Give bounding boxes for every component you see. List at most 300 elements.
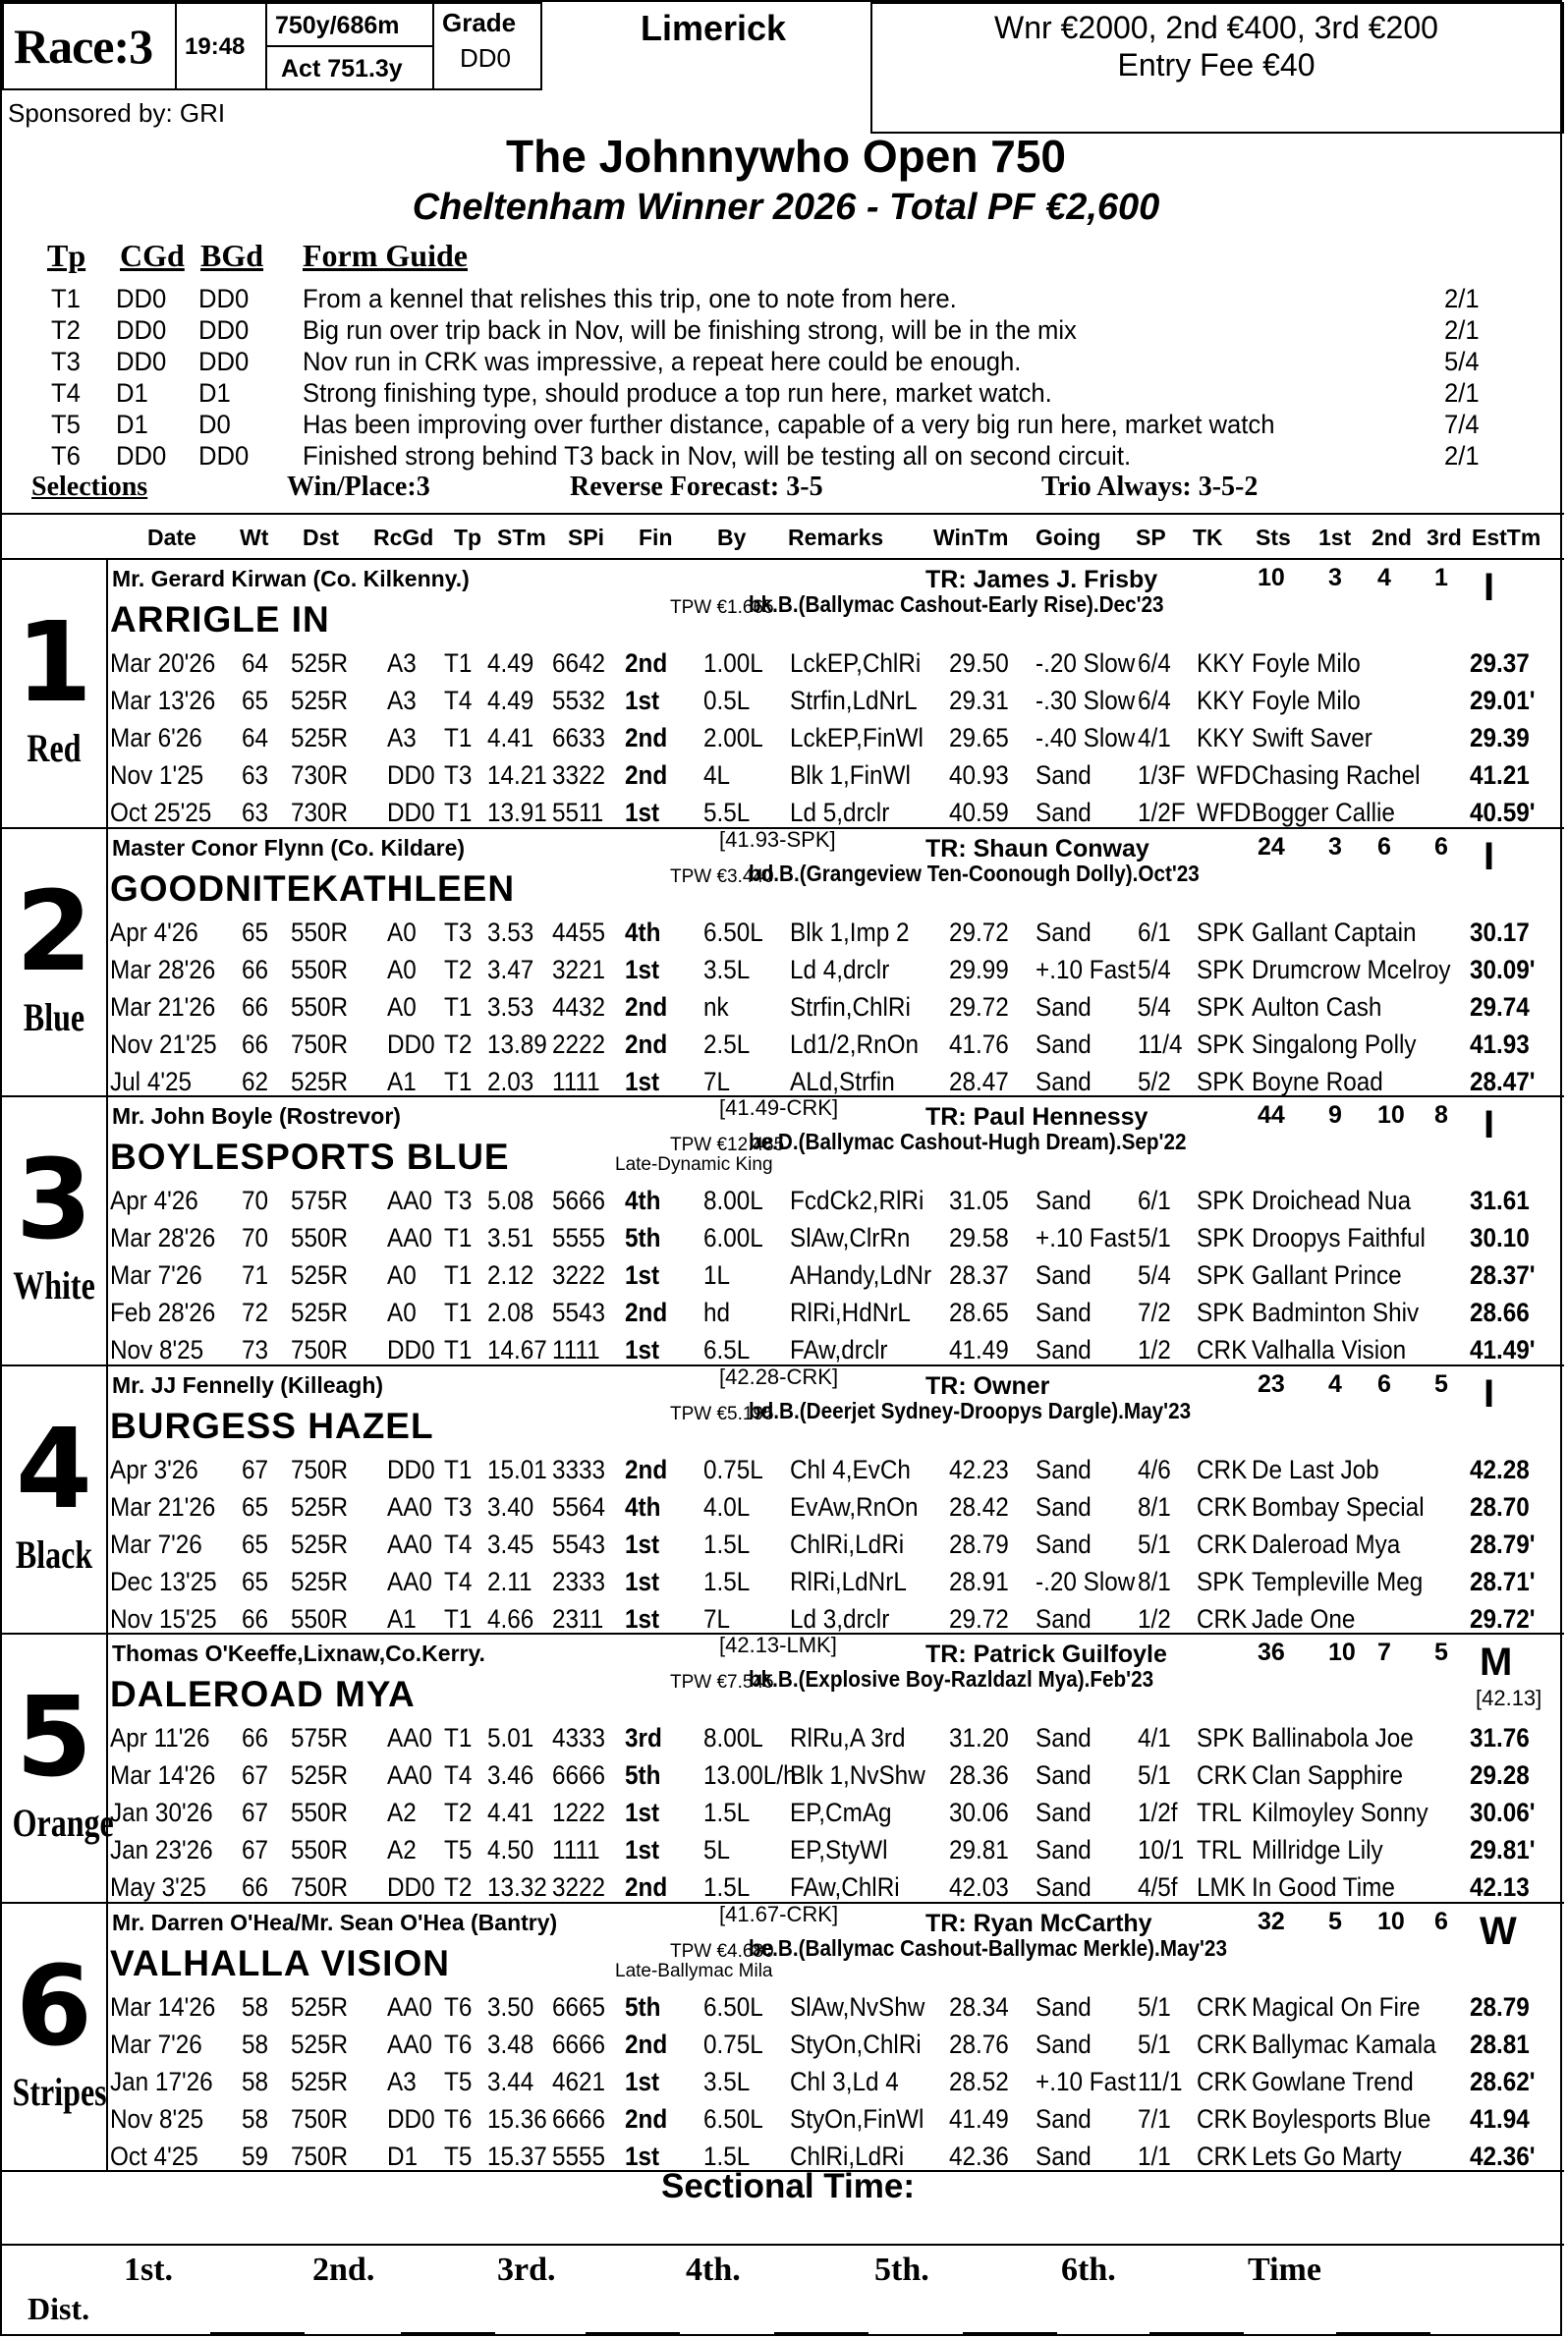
form-tk: SPK: [1197, 1566, 1245, 1596]
form-wintm: 29.81: [949, 1835, 1009, 1865]
form-tp: T4: [444, 1760, 473, 1790]
position-label: 6th.: [1061, 2252, 1116, 2288]
form-going: Sand: [1036, 1454, 1092, 1484]
form-spi: 5555: [552, 1223, 606, 1252]
form-est: 40.59': [1470, 798, 1536, 827]
form-dst: 525R: [291, 2066, 349, 2096]
form-wintm: 29.72: [949, 991, 1009, 1022]
form-dst: 550R: [291, 1835, 349, 1865]
fg-best-grade: DD0: [198, 347, 250, 376]
form-winner: Gowlane Trend: [1252, 2066, 1414, 2096]
form-wintm: 29.50: [949, 648, 1009, 678]
form-winner: Droichead Nua: [1252, 1186, 1412, 1215]
venue: Limerick: [641, 8, 787, 48]
form-winner: Daleroad Mya: [1252, 1529, 1401, 1559]
fg-header-cgd: CGd: [120, 238, 185, 273]
form-wintm: 42.36: [949, 2141, 1009, 2171]
column-header-dst: Dst: [303, 525, 340, 550]
form-by: 6.00L: [703, 1223, 763, 1252]
form-fin: 1st: [625, 1335, 660, 1364]
form-sp: 1/2F: [1138, 798, 1186, 827]
form-est: 28.71': [1470, 1566, 1536, 1596]
form-tk: CRK: [1197, 1760, 1248, 1790]
form-sp: 5/1: [1138, 1223, 1171, 1252]
form-tk: SPK: [1197, 1723, 1245, 1753]
form-dst: 525R: [291, 2029, 349, 2059]
column-header-remarks: Remarks: [788, 525, 884, 550]
form-wt: 66: [242, 954, 269, 984]
race-title: The Johnnywho Open 750: [506, 131, 1066, 182]
form-wintm: 29.72: [949, 917, 1009, 947]
starts-count: 36: [1258, 1639, 1285, 1666]
form-wt: 67: [242, 1454, 269, 1484]
form-winner: Singalong Polly: [1252, 1029, 1417, 1059]
form-winner: Millridge Lily: [1252, 1835, 1383, 1865]
form-dst: 525R: [291, 1529, 349, 1559]
form-by: 7L: [703, 1066, 731, 1096]
form-stm: 3.40: [487, 1491, 534, 1522]
form-wintm: 31.20: [949, 1723, 1009, 1753]
form-wt: 66: [242, 1029, 269, 1059]
form-rcgd: A3: [387, 686, 417, 715]
form-dst: 750R: [291, 1872, 349, 1902]
form-fin: 1st: [625, 2141, 660, 2171]
prize-box: [870, 2, 1564, 134]
dog-name: VALHALLA VISION: [110, 1942, 450, 1983]
form-spi: 1111: [552, 1066, 600, 1096]
form-fin: 2nd: [625, 760, 668, 790]
form-by: 1.5L: [703, 2141, 751, 2171]
form-wt: 65: [242, 1529, 269, 1559]
form-stm: 2.11: [487, 1566, 532, 1596]
form-est: 29.28: [1470, 1760, 1530, 1790]
form-going: Sand: [1036, 1723, 1092, 1753]
form-dst: 550R: [291, 917, 349, 947]
form-date: Apr 4'26: [110, 917, 198, 947]
form-tp: T3: [444, 760, 473, 790]
form-dst: 525R: [291, 648, 349, 678]
form-dst: 525R: [291, 1760, 349, 1790]
form-tp: T1: [444, 1335, 473, 1364]
form-tk: KKY: [1197, 723, 1245, 752]
form-date: Mar 14'26: [110, 1991, 216, 2022]
column-header-spi: SPi: [568, 525, 605, 550]
write-in-line[interactable]: [1149, 2332, 1244, 2334]
form-dst: 525R: [291, 1491, 349, 1522]
form-going: Sand: [1036, 1603, 1092, 1634]
form-date: Oct 25'25: [110, 798, 212, 827]
form-date: Nov 15'25: [110, 1603, 217, 1634]
form-rcgd: DD0: [387, 760, 435, 790]
owner-name: Mr. Darren O'Hea/Mr. Sean O'Hea (Bantry): [112, 1909, 558, 1935]
form-spi: 2222: [552, 1029, 606, 1059]
divider: [2, 558, 1564, 560]
form-wt: 63: [242, 798, 269, 827]
form-wt: 66: [242, 991, 269, 1022]
form-by: 4L: [703, 760, 731, 790]
form-going: -.20 Slow: [1036, 648, 1136, 678]
form-wt: 67: [242, 1835, 269, 1865]
form-date: Jan 23'26: [110, 1835, 213, 1865]
form-winner: Clan Sapphire: [1252, 1760, 1404, 1790]
form-rem: Strfin,LdNrL: [790, 686, 918, 715]
form-by: 3.5L: [703, 954, 751, 984]
write-in-line[interactable]: [963, 2332, 1057, 2334]
form-rem: Chl 4,EvCh: [790, 1454, 911, 1484]
form-going: Sand: [1036, 1529, 1092, 1559]
form-dst: 525R: [291, 1298, 349, 1327]
form-wt: 58: [242, 1991, 269, 2022]
wins-count: 10: [1328, 1639, 1356, 1666]
form-wintm: 40.93: [949, 760, 1009, 790]
form-sp: 6/4: [1138, 686, 1171, 715]
form-winner: Droopys Faithful: [1252, 1223, 1426, 1252]
form-dst: 525R: [291, 1566, 349, 1596]
form-fin: 1st: [625, 1603, 660, 1634]
write-in-line[interactable]: [210, 2332, 305, 2334]
form-spi: 6666: [552, 1760, 606, 1790]
fg-trap: T4: [51, 378, 81, 408]
form-rem: SlAw,ClrRn: [790, 1223, 911, 1252]
fg-current-grade: DD0: [116, 284, 167, 313]
form-tk: LMK: [1197, 1872, 1246, 1902]
form-winner: De Last Job: [1252, 1454, 1379, 1484]
thirds-count: 1: [1434, 564, 1448, 591]
starts-count: 32: [1258, 1907, 1285, 1935]
last-race-time: [41.67-CRK]: [719, 1901, 839, 1926]
dog-name: BOYLESPORTS BLUE: [110, 1137, 510, 1177]
form-going: Sand: [1036, 2103, 1092, 2134]
form-winner: Lets Go Marty: [1252, 2141, 1402, 2171]
breeding: bk.B.(Explosive Boy-Razldazl Mya).Feb'23: [749, 1666, 1154, 1692]
write-in-line[interactable]: [586, 2332, 680, 2334]
form-stm: 14.67: [487, 1335, 547, 1364]
form-by: nk: [703, 991, 729, 1022]
form-wt: 65: [242, 686, 269, 715]
form-sp: 5/1: [1138, 1760, 1171, 1790]
form-by: 6.50L: [703, 1991, 763, 2022]
form-sp: 4/5f: [1138, 1872, 1178, 1902]
form-winner: Foyle Milo: [1252, 686, 1361, 715]
grade-value: DD0: [460, 43, 512, 73]
starts-count: 44: [1258, 1101, 1285, 1129]
write-in-line[interactable]: [401, 2332, 495, 2334]
form-est: 28.70: [1470, 1491, 1530, 1522]
form-sp: 7/2: [1138, 1298, 1171, 1327]
form-spi: 1111: [552, 1335, 600, 1364]
owner-name: Thomas O'Keeffe,Lixnaw,Co.Kerry.: [112, 1641, 485, 1666]
form-fin: 1st: [625, 1835, 660, 1865]
form-stm: 3.53: [487, 917, 534, 947]
form-tk: CRK: [1197, 2103, 1248, 2134]
form-rcgd: A0: [387, 991, 417, 1022]
form-by: 0.75L: [703, 2029, 763, 2059]
trap-color: White: [13, 1263, 95, 1308]
wins-count: 5: [1328, 1907, 1342, 1935]
form-est: 28.79': [1470, 1529, 1536, 1559]
column-header-fin: Fin: [639, 525, 673, 550]
column-header-by: By: [717, 525, 747, 550]
form-date: Apr 11'26: [110, 1723, 210, 1753]
form-est: 28.37': [1470, 1260, 1536, 1290]
race-label: Race:3: [14, 19, 153, 74]
form-date: Nov 1'25: [110, 760, 204, 790]
form-est: 42.13: [1470, 1872, 1530, 1902]
trainer-name: TR: Owner: [925, 1371, 1050, 1400]
form-by: 0.75L: [703, 1454, 763, 1484]
form-tk: CRK: [1197, 1603, 1248, 1634]
reverse-forecast-selection: Reverse Forecast: 3-5: [570, 472, 823, 502]
seconds-count: 6: [1377, 1369, 1391, 1398]
fg-comment: Strong finishing type, should produce a top run here, market watch.: [303, 378, 1052, 408]
form-tk: TRL: [1197, 1835, 1242, 1865]
form-rcgd: AA0: [387, 1723, 432, 1753]
form-going: Sand: [1036, 2029, 1092, 2059]
form-tk: CRK: [1197, 1491, 1248, 1522]
form-wintm: 28.52: [949, 2066, 1009, 2096]
form-dst: 750R: [291, 1454, 349, 1484]
win-place-selection: Win/Place:3: [287, 472, 430, 502]
form-going: Sand: [1036, 798, 1092, 827]
form-date: Mar 7'26: [110, 2029, 202, 2059]
form-date: May 3'25: [110, 1872, 206, 1902]
form-by: 8.00L: [703, 1723, 763, 1753]
form-wt: 65: [242, 1491, 269, 1522]
badge-note: [42.13]: [1476, 1686, 1542, 1710]
form-going: Sand: [1036, 1835, 1092, 1865]
form-rcgd: AA0: [387, 1529, 432, 1559]
seconds-count: 6: [1377, 832, 1391, 861]
form-going: Sand: [1036, 1798, 1092, 1827]
breeding: bd.B.(Grangeview Ten-Coonough Dolly).Oct'23: [749, 860, 1200, 886]
form-rem: ChlRi,LdRi: [790, 2141, 905, 2171]
form-date: Mar 21'26: [110, 991, 216, 1022]
form-est: 31.61: [1470, 1186, 1530, 1215]
form-stm: 2.12: [487, 1260, 534, 1290]
form-stm: 3.45: [487, 1529, 534, 1559]
form-rem: Blk 1,FinWl: [790, 760, 911, 790]
trap-number: 3: [16, 1137, 92, 1264]
form-spi: 6642: [552, 648, 606, 678]
form-wintm: 31.05: [949, 1186, 1009, 1215]
form-rem: LckEP,ChlRi: [790, 648, 922, 678]
form-wintm: 42.03: [949, 1872, 1009, 1902]
form-wt: 65: [242, 917, 269, 947]
trap-color: Blue: [23, 994, 85, 1039]
wins-count: 3: [1328, 564, 1342, 591]
form-wintm: 29.99: [949, 954, 1009, 984]
form-stm: 3.48: [487, 2029, 534, 2059]
form-going: Sand: [1036, 1991, 1092, 2022]
column-header-3rd: 3rd: [1427, 525, 1462, 550]
last-race-time: [42.28-CRK]: [719, 1364, 839, 1389]
form-stm: 13.89: [487, 1029, 547, 1059]
form-rcgd: AA0: [387, 1491, 432, 1522]
form-spi: 5511: [552, 798, 604, 827]
form-dst: 525R: [291, 723, 349, 752]
form-est: 41.94: [1470, 2103, 1530, 2134]
form-winner: Kilmoyley Sonny: [1252, 1798, 1428, 1827]
form-fin: 1st: [625, 1529, 660, 1559]
form-tk: CRK: [1197, 1335, 1248, 1364]
form-tp: T5: [444, 2066, 473, 2096]
column-header-rcgd: RcGd: [373, 525, 434, 550]
form-est: 30.17: [1470, 917, 1530, 947]
form-tk: SPK: [1197, 1260, 1245, 1290]
form-wt: 70: [242, 1223, 269, 1252]
prize-winnings: TPW €3.440: [670, 865, 774, 887]
column-header-stm: STm: [497, 525, 546, 550]
form-tk: SPK: [1197, 1029, 1245, 1059]
form-by: 7L: [703, 1603, 731, 1634]
form-tp: T6: [444, 2029, 473, 2059]
form-winner: Boylesports Blue: [1252, 2103, 1431, 2134]
form-spi: 3333: [552, 1454, 606, 1484]
form-by: 6.50L: [703, 917, 763, 947]
race-subtitle: Cheltenham Winner 2026 - Total PF €2,600: [412, 187, 1160, 228]
fg-odds: 2/1: [1444, 315, 1480, 345]
form-fin: 5th: [625, 1223, 661, 1252]
form-sp: 4/1: [1138, 1723, 1171, 1753]
form-stm: 4.66: [487, 1603, 534, 1634]
form-wintm: 28.34: [949, 1991, 1009, 2022]
form-by: 5.5L: [703, 798, 751, 827]
form-wintm: 41.76: [949, 1029, 1009, 1059]
form-rcgd: A0: [387, 917, 417, 947]
form-tp: T3: [444, 917, 473, 947]
form-stm: 5.01: [487, 1723, 534, 1753]
form-dst: 575R: [291, 1723, 349, 1753]
fg-best-grade: D1: [198, 378, 231, 408]
form-est: 30.10: [1470, 1223, 1530, 1252]
form-rcgd: A2: [387, 1835, 417, 1865]
form-sp: 11/1: [1138, 2066, 1183, 2096]
form-stm: 3.53: [487, 991, 534, 1022]
prize-winnings: TPW €5.195: [670, 1403, 774, 1424]
form-stm: 3.47: [487, 954, 534, 984]
form-going: Sand: [1036, 991, 1092, 1022]
form-wintm: 41.49: [949, 1335, 1009, 1364]
form-winner: Bogger Callie: [1252, 798, 1395, 827]
form-rem: EP,StyWl: [790, 1835, 888, 1865]
form-going: Sand: [1036, 1029, 1092, 1059]
thirds-count: 6: [1434, 1907, 1448, 1935]
running-style-badge: I: [1484, 834, 1495, 878]
form-sp: 5/1: [1138, 1529, 1171, 1559]
form-by: 1.5L: [703, 1529, 751, 1559]
form-wt: 58: [242, 2103, 269, 2134]
form-spi: 1111: [552, 1835, 600, 1865]
form-dst: 730R: [291, 760, 349, 790]
form-sp: 4/6: [1138, 1454, 1171, 1484]
form-tp: T4: [444, 686, 473, 715]
form-by: 1.00L: [703, 648, 763, 678]
form-rcgd: A3: [387, 2066, 417, 2096]
fg-comment: From a kennel that relishes this trip, one to note from here.: [303, 284, 957, 313]
form-going: +.10 Fast: [1036, 1223, 1136, 1252]
form-rem: Chl 3,Ld 4: [790, 2066, 899, 2096]
race-number-box: [2, 2, 177, 90]
form-rcgd: AA0: [387, 1566, 432, 1596]
form-rcgd: A1: [387, 1603, 417, 1634]
form-by: 6.50L: [703, 2103, 763, 2134]
form-wt: 58: [242, 2066, 269, 2096]
form-stm: 2.03: [487, 1066, 534, 1096]
form-dst: 750R: [291, 2103, 349, 2134]
form-fin: 5th: [625, 1991, 661, 2022]
form-going: Sand: [1036, 1298, 1092, 1327]
prize-winnings: TPW €12.485: [670, 1135, 785, 1155]
form-winner: Foyle Milo: [1252, 648, 1361, 678]
write-in-line[interactable]: [1336, 2332, 1430, 2334]
form-rcgd: A1: [387, 1066, 417, 1096]
thirds-count: 5: [1434, 1639, 1448, 1666]
form-spi: 3221: [552, 954, 606, 984]
form-est: 29.01': [1470, 686, 1536, 715]
form-date: Jan 30'26: [110, 1798, 213, 1827]
form-rem: FAw,ChlRi: [790, 1872, 900, 1902]
form-wintm: 40.59: [949, 798, 1009, 827]
form-wintm: 28.91: [949, 1566, 1009, 1596]
form-rem: Ld1/2,RnOn: [790, 1029, 920, 1059]
form-by: 4.0L: [703, 1491, 751, 1522]
form-stm: 5.08: [487, 1186, 534, 1215]
race-distance: 750y/686m: [275, 12, 400, 39]
form-spi: 4333: [552, 1723, 606, 1753]
prize-money: Wnr €2000, 2nd €400, 3rd €200: [994, 10, 1438, 45]
form-tp: T6: [444, 1991, 473, 2022]
fg-best-grade: DD0: [198, 284, 250, 313]
write-in-line[interactable]: [774, 2332, 868, 2334]
form-tk: WFD: [1197, 760, 1252, 790]
column-header-esttm: EstTm: [1472, 525, 1541, 550]
form-est: 28.81: [1470, 2029, 1530, 2059]
form-stm: 13.91: [487, 798, 547, 827]
form-tp: T4: [444, 1566, 473, 1596]
form-spi: 6633: [552, 723, 606, 752]
form-wt: 66: [242, 1603, 269, 1634]
form-going: Sand: [1036, 1260, 1092, 1290]
form-fin: 1st: [625, 1260, 660, 1290]
trap-color: Orange: [12, 1801, 114, 1845]
form-date: Mar 6'26: [110, 723, 202, 752]
thirds-count: 8: [1434, 1101, 1448, 1129]
distance-box: [265, 2, 434, 47]
breeding-note: Late-Ballymac Mila: [615, 1960, 773, 1981]
form-by: 1.5L: [703, 1798, 751, 1827]
form-est: 30.09': [1470, 954, 1536, 984]
form-date: Feb 28'26: [110, 1298, 216, 1327]
form-rcgd: AA0: [387, 2029, 432, 2059]
form-wt: 59: [242, 2141, 269, 2171]
form-tp: T1: [444, 723, 473, 752]
form-going: Sand: [1036, 1760, 1092, 1790]
form-tp: T2: [444, 1798, 473, 1827]
last-race-time: [42.13-LMK]: [719, 1633, 837, 1657]
form-spi: 2333: [552, 1566, 606, 1596]
form-dst: 525R: [291, 1066, 349, 1096]
form-est: 28.79: [1470, 1991, 1530, 2022]
form-winner: In Good Time: [1252, 1872, 1395, 1902]
form-going: Sand: [1036, 760, 1092, 790]
form-est: 31.76: [1470, 1723, 1530, 1753]
form-winner: Aulton Cash: [1252, 991, 1382, 1022]
form-tk: SPK: [1197, 1066, 1245, 1096]
form-tk: CRK: [1197, 2141, 1248, 2171]
form-est: 28.62': [1470, 2066, 1536, 2096]
form-rem: RlRi,LdNrL: [790, 1566, 907, 1596]
wins-count: 4: [1328, 1369, 1342, 1398]
